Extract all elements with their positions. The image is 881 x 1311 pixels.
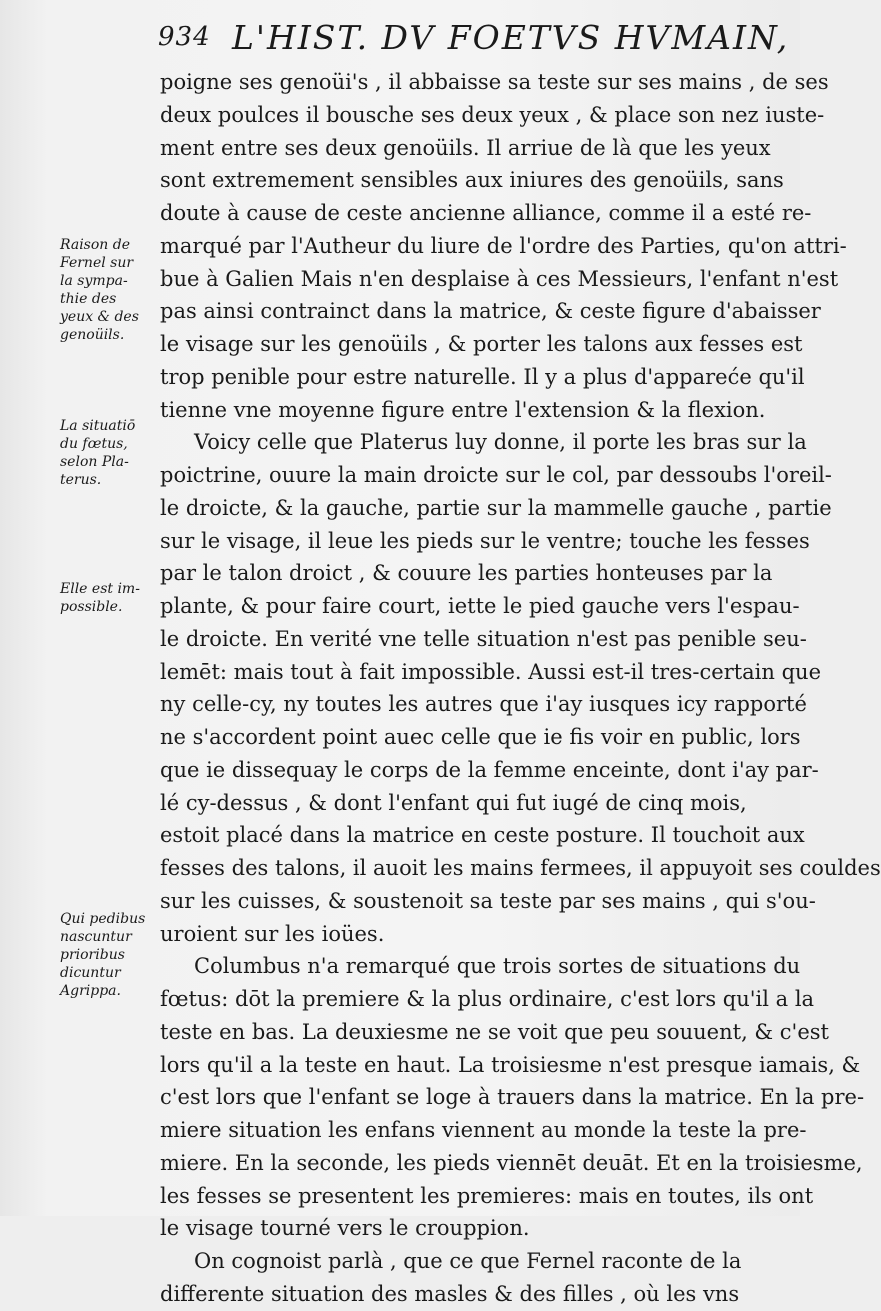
margin-note-line: du fœtus,	[60, 436, 128, 452]
margin-note-line: Raison de	[60, 237, 131, 253]
margin-note-line: nascuntur	[60, 929, 132, 945]
body-text	[160, 66, 881, 1311]
margin-note-line: terus.	[60, 472, 102, 488]
margin-note-line: Elle est im-	[60, 581, 140, 597]
text-line: le droicte, & la gauche, partie sur la mammelle gauche , partie	[160, 495, 832, 520]
margin-note-impossible	[60, 580, 156, 616]
margin-note-line: dicuntur	[60, 965, 121, 981]
text-line: les fesses se presentent les premieres: mais en toutes, ils ont	[160, 1183, 814, 1208]
margin-note-line: possible.	[60, 599, 123, 615]
text-line: ny celle-cy, ny toutes les autres que i'ay iusques icy rapporté	[160, 692, 807, 717]
margin-note-line: la sympa-	[60, 273, 128, 289]
margin-note-line: genoüils.	[60, 327, 125, 343]
margin-note-line: selon Pla-	[60, 454, 129, 470]
margin-note-line: Fernel sur	[60, 255, 134, 271]
margin-note-line: yeux & des	[60, 309, 139, 325]
text-line: doute à cause de ceste ancienne alliance, comme il a esté re-	[160, 201, 812, 225]
text-line: teste en bas. La deuxiesme ne se voit que peu souuent, & c'est	[160, 1019, 829, 1044]
margin-note-line: Qui pedibus	[60, 911, 146, 927]
text-line: c'est lors que l'enfant se loge à trauers dans la matrice. En la pre-	[160, 1085, 865, 1110]
margin-note-line: thie des	[60, 291, 117, 307]
text-line: Voicy celle que Platerus luy donne, il porte les bras sur la	[194, 430, 807, 455]
text-line: fesses des talons, il auoit les mains fermees, il appuyoit ses couldes	[160, 856, 881, 880]
text-line: estoit placé dans la matrice en ceste posture. Il touchoit aux	[160, 823, 805, 848]
margin-note-fernel	[60, 236, 156, 344]
text-line: sont extremement sensibles aux iniures des genoüils, sans	[160, 168, 784, 193]
text-line: ne s'accordent point auec celle que ie fis voir en public, lors	[160, 725, 801, 749]
text-line: par le talon droict , & couure les parties honteuses par la	[160, 561, 773, 586]
text-line: marqué par l'Autheur du liure de l'ordre des Parties, qu'on attri-	[160, 233, 847, 258]
text-line: plante, & pour faire court, iette le pied gauche vers l'espau-	[160, 594, 800, 618]
text-line: lemēt: mais tout à fait impossible. Aussi est-il tres-certain que	[160, 659, 821, 684]
text-line: pas ainsi contrainct dans la matrice, & ceste figure d'abaisser	[160, 299, 821, 324]
text-line: le droicte. En verité vne telle situation n'est pas penible seu-	[160, 626, 807, 651]
text-line: bue à Galien Mais n'en desplaise à ces Messieurs, l'enfant n'est	[160, 266, 839, 291]
text-line: uroient sur les ioües.	[160, 921, 385, 946]
text-line: tienne vne moyenne figure entre l'extension & la flexion.	[160, 397, 766, 422]
text-line: fœtus: dōt la premiere & la plus ordinaire, c'est lors qu'il a la	[160, 987, 815, 1011]
page-number: 934	[158, 22, 211, 52]
text-line: deux poulces il bousche ses deux yeux , & place son nez iuste-	[160, 102, 825, 127]
text-line: sur le visage, il leue les pieds sur le ventre; touche les fesses	[160, 528, 810, 553]
text-line: trop penible pour estre naturelle. Il y a plus d'appareće qu'il	[160, 364, 805, 389]
text-line: lé cy-dessus , & dont l'enfant qui fut iugé de cinq mois,	[160, 790, 747, 815]
text-line: le visage tourné vers le crouppion.	[160, 1216, 530, 1241]
text-line: que ie dissequay le corps de la femme enceinte, dont i'ay par-	[160, 757, 819, 782]
text-line: lors qu'il a la teste en haut. La troisiesme n'est presque iamais, &	[160, 1052, 861, 1077]
margin-note-line: prioribus	[60, 947, 125, 963]
text-line: Columbus n'a remarqué que trois sortes de situations du	[194, 954, 801, 979]
margin-note-line: La situatiō	[60, 418, 136, 434]
margin-note-line: Agrippa.	[60, 983, 121, 999]
text-line: On cognoist parlà , que ce que Fernel raconte de la	[194, 1249, 742, 1273]
text-line: poictrine, ouure la main droicte sur le col, par dessoubs l'oreil-	[160, 463, 832, 487]
text-line: sur les cuisses, & soustenoit sa teste par ses mains , qui s'ou-	[160, 888, 816, 913]
text-line: differente situation des masles & des filles , où les vns	[160, 1281, 740, 1306]
text-line: poigne ses genoüi's , il abbaisse sa teste sur ses mains , de ses	[160, 70, 829, 94]
margin-note-platerus	[60, 417, 156, 489]
margin-note-agrippa	[60, 910, 156, 1000]
running-title: L'HIST. DV FOETVS HVMAIN,	[232, 18, 790, 57]
text-line: miere. En la seconde, les pieds viennēt deuāt. Et en la troisiesme,	[160, 1150, 863, 1175]
text-line: miere situation les enfans viennent au monde la teste la pre-	[160, 1118, 807, 1142]
text-line: le visage sur les genoüils , & porter les talons aux fesses est	[160, 332, 803, 356]
text-line: ment entre ses deux genoüils. Il arriue de là que les yeux	[160, 135, 771, 160]
